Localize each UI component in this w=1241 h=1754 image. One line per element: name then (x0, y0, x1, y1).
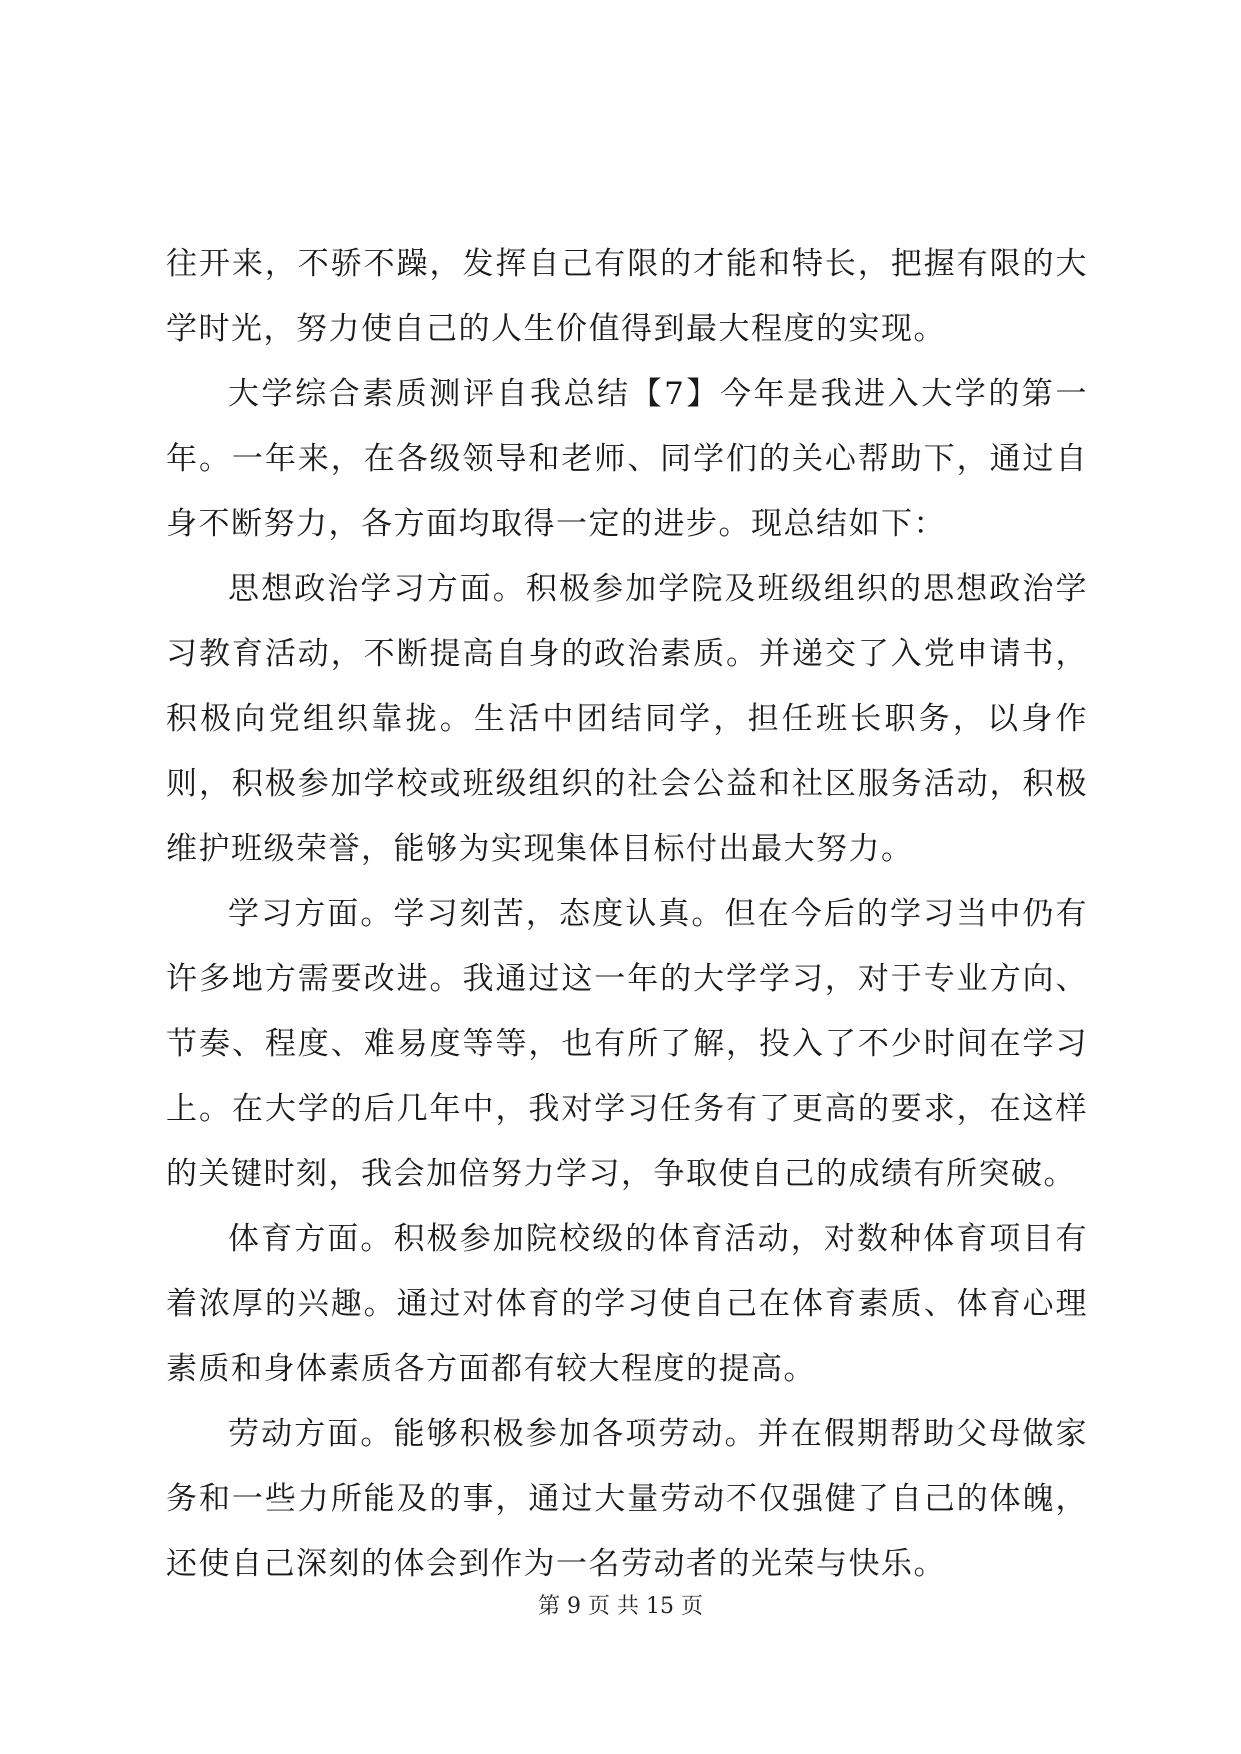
paragraph-3: 思想政治学习方面。积极参加学院及班级组织的思想政治学习教育活动，不断提高自身的政治素质。并递交了入党申请书，积极向党组织靠拢。生活中团结同学，担任班长职务，以身作则，积极参加学校或班级组织的社会公益和社区服务活动，积极维护班级荣誉，能够为实现集体目标付出最大努力。 (166, 571, 1088, 867)
paragraph-4: 学习方面。学习刻苦，态度认真。但在今后的学习当中仍有许多地方需要改进。我通过这一年的大学学习，对于专业方向、节奏、程度、难易度等等，也有所了解，投入了不少时间在学习上。在大学的后几年中，我对学习任务有了更高的要求，在这样的关键时刻，我会加倍努力学习，争取使自己的成绩有所突破。 (166, 896, 1088, 1192)
paragraph-2: 大学综合素质测评自我总结【7】今年是我进入大学的第一年。一年来，在各级领导和老师、同学们的关心帮助下，通过自身不断努力，各方面均取得一定的进步。现总结如下： (166, 376, 1088, 542)
page-number-footer: 第 9 页 共 15 页 (538, 1594, 703, 1619)
paragraph-5: 体育方面。积极参加院校级的体育活动，对数种体育项目有着浓厚的兴趣。通过对体育的学习使自己在体育素质、体育心理素质和身体素质各方面都有较大程度的提高。 (166, 1221, 1088, 1387)
document-body (166, 232, 1088, 1597)
paragraph-6: 劳动方面。能够积极参加各项劳动。并在假期帮助父母做家务和一些力所能及的事，通过大量劳动不仅强健了自己的体魄，还使自己深刻的体会到作为一名劳动者的光荣与快乐。 (166, 1416, 1088, 1582)
paragraph-1: 往开来，不骄不躁，发挥自己有限的才能和特长，把握有限的大学时光，努力使自己的人生价值得到最大程度的实现。 (166, 246, 1088, 347)
